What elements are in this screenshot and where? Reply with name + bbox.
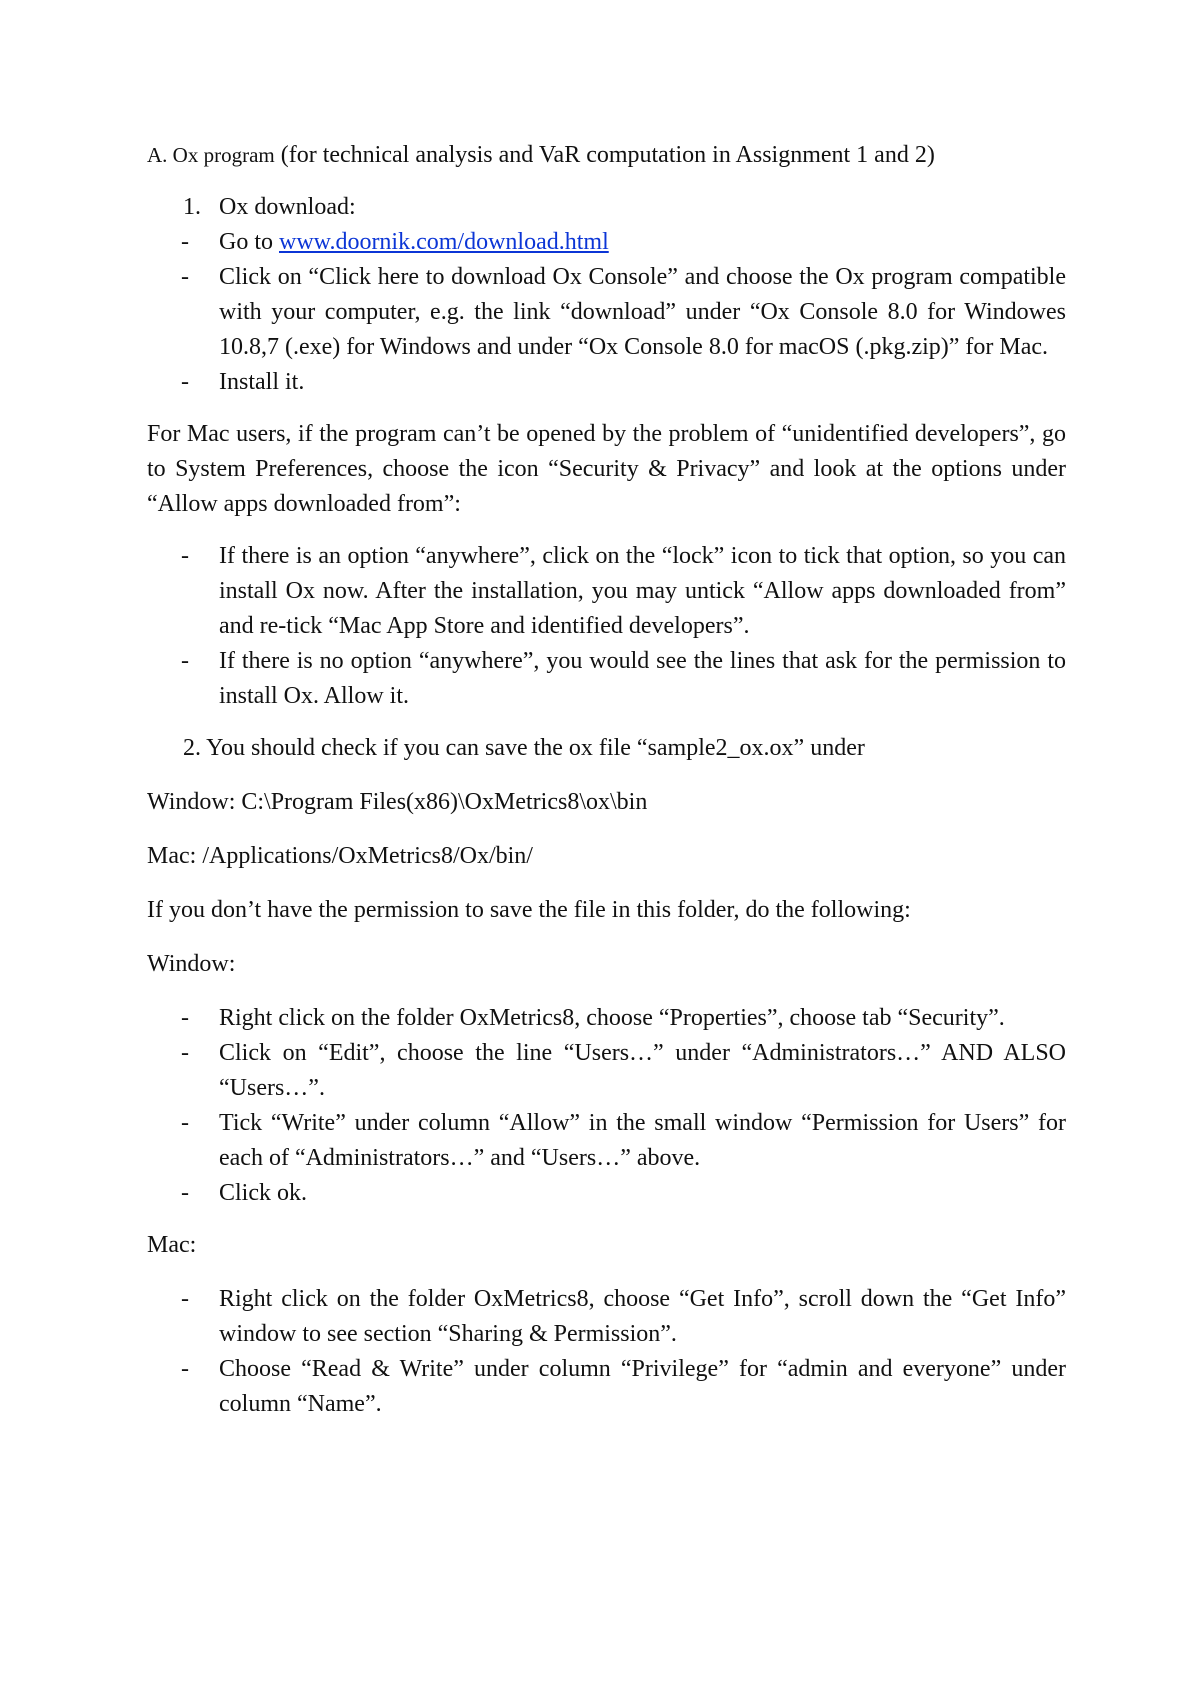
dash-marker: -	[181, 1040, 189, 1066]
windows-path: Window: C:\Program Files(x86)\OxMetrics8\ox\bin	[147, 789, 648, 815]
windows-steps-list	[147, 1001, 1066, 1211]
list-item	[147, 1282, 1066, 1352]
list-item-text: Choose “Read & Write” under column “Privilege” for “admin and everyone” under column “Name”.	[219, 1356, 1066, 1417]
list-item-text: Install it.	[219, 369, 305, 395]
list-item	[147, 1001, 1066, 1036]
windows-section-label: Window:	[147, 951, 236, 977]
dash-marker: -	[181, 1180, 189, 1206]
step-1-title	[147, 190, 1066, 225]
list-item	[147, 365, 1066, 400]
step-1-number: 1.	[183, 194, 201, 220]
dash-marker: -	[181, 1005, 189, 1031]
mac-users-note: For Mac users, if the program can’t be opened by the problem of “unidentified developers”, go to System Preferences, choose the icon “Security & Privacy” and look at the options under “Allow apps downloaded from”:	[147, 421, 1066, 517]
heading-prefix: A. Ox program	[147, 143, 275, 167]
list-item	[147, 1106, 1066, 1176]
mac-path: Mac: /Applications/OxMetrics8/Ox/bin/	[147, 843, 533, 869]
download-link[interactable]: www.doornik.com/download.html	[279, 229, 609, 255]
list-item-text: If there is an option “anywhere”, click on the “lock” icon to tick that option, so you can install Ox now. After the installation, you may untick “Allow apps downloaded from” and re-tick “Mac App Store and identified developers”.	[219, 543, 1066, 639]
mac-note-list	[147, 539, 1066, 714]
dash-marker: -	[181, 264, 189, 290]
list-item	[147, 1176, 1066, 1211]
step-2: 2. You should check if you can save the ox file “sample2_ox.ox” under	[183, 735, 865, 761]
dash-marker: -	[181, 1286, 189, 1312]
heading-rest: (for technical analysis and VaR computation in Assignment 1 and 2)	[274, 142, 935, 168]
permission-note: If you don’t have the permission to save the file in this folder, do the following:	[147, 897, 911, 923]
list-item-text: Go to	[219, 229, 279, 255]
list-item	[147, 1352, 1066, 1422]
list-item	[147, 1036, 1066, 1106]
list-item-text: Right click on the folder OxMetrics8, choose “Get Info”, scroll down the “Get Info” window to see section “Sharing & Permission”.	[219, 1286, 1066, 1347]
list-item-text: Tick “Write” under column “Allow” in the small window “Permission for Users” for each of “Administrators…” and “Users…” above.	[219, 1110, 1066, 1171]
list-item	[147, 225, 1066, 260]
list-item-text: Click ok.	[219, 1180, 307, 1206]
dash-marker: -	[181, 229, 189, 255]
dash-marker: -	[181, 1110, 189, 1136]
list-item-text: If there is no option “anywhere”, you would see the lines that ask for the permission to install Ox. Allow it.	[219, 648, 1066, 709]
list-item-text: Click on “Click here to download Ox Console” and choose the Ox program compatible with your computer, e.g. the link “download” under “Ox Console 8.0 for Windowes 10.8,7 (.exe) for Windows and under “Ox Console 8.0 for macOS (.pkg.zip)” for Mac.	[219, 264, 1066, 360]
list-item	[147, 539, 1066, 644]
list-item	[147, 644, 1066, 714]
mac-section-label: Mac:	[147, 1232, 197, 1258]
list-item-text: Click on “Edit”, choose the line “Users…” under “Administrators…” AND ALSO “Users…”.	[219, 1040, 1066, 1101]
dash-marker: -	[181, 369, 189, 395]
dash-marker: -	[181, 648, 189, 674]
section-heading	[147, 138, 1066, 173]
list-item-text: Right click on the folder OxMetrics8, choose “Properties”, choose tab “Security”.	[219, 1005, 1005, 1031]
list-item	[147, 260, 1066, 365]
dash-marker: -	[181, 543, 189, 569]
step-1-label: Ox download:	[219, 194, 356, 220]
mac-steps-list	[147, 1282, 1066, 1422]
dash-marker: -	[181, 1356, 189, 1382]
step-1	[147, 190, 1066, 400]
